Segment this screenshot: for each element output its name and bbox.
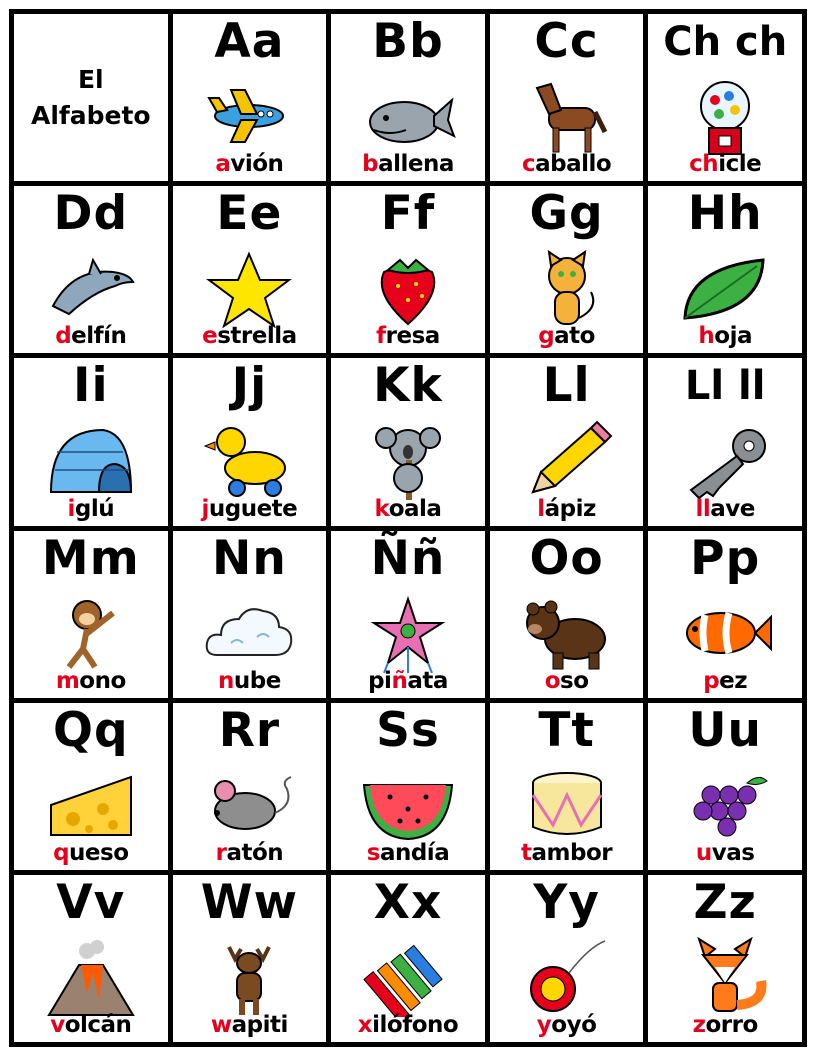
word-highlight: d — [55, 323, 72, 350]
example-word — [173, 838, 327, 868]
word-highlight: j — [201, 495, 209, 522]
word-rest: apiti — [231, 1012, 288, 1038]
word-highlight: v — [50, 1012, 65, 1038]
letter-heading: Pp — [690, 530, 761, 586]
word-highlight: o — [544, 667, 560, 694]
word-highlight: k — [374, 495, 389, 522]
letter-card — [173, 14, 327, 181]
pinata-icon — [360, 593, 456, 673]
word-highlight: g — [538, 323, 555, 350]
letter-card — [490, 875, 644, 1042]
letter-card — [14, 875, 168, 1042]
koala-icon — [360, 420, 456, 500]
example-word — [331, 666, 485, 696]
letter-card — [173, 875, 327, 1042]
letter-card — [14, 186, 168, 353]
letter-heading: Cc — [534, 14, 599, 69]
example-word — [490, 838, 644, 868]
word-highlight: t — [521, 839, 532, 866]
example-word — [648, 1010, 802, 1040]
letter-card — [648, 875, 802, 1042]
example-word — [331, 321, 485, 351]
letter-heading: Ch ch — [663, 19, 788, 65]
word-highlight: f — [376, 323, 386, 350]
letter-card — [331, 14, 485, 181]
word-rest: ueso — [69, 839, 129, 866]
letter-card — [648, 703, 802, 870]
word-rest: elfín — [71, 323, 127, 350]
yoyo-icon — [519, 937, 615, 1017]
letter-heading: Ww — [200, 874, 299, 930]
word-rest: oyó — [551, 1012, 597, 1038]
letter-card — [490, 531, 644, 698]
letter-heading: Rr — [218, 702, 281, 758]
letter-card — [490, 14, 644, 181]
word-rest: icle — [718, 151, 762, 178]
word-rest: ube — [233, 667, 281, 694]
letter-card — [331, 358, 485, 525]
pencil-icon — [519, 420, 615, 500]
word-highlight: s — [366, 839, 380, 866]
volcano-icon — [43, 937, 139, 1017]
letter-heading: Mm — [41, 530, 140, 586]
leaf-icon — [677, 248, 773, 328]
letter-card — [648, 14, 802, 181]
example-word — [648, 321, 802, 351]
igloo-icon — [43, 420, 139, 500]
example-word — [173, 321, 327, 351]
letter-heading: Yy — [533, 874, 600, 930]
example-word — [490, 321, 644, 351]
example-word — [490, 149, 644, 179]
word-highlight: i — [67, 495, 75, 522]
watermelon-icon — [360, 765, 456, 845]
airplane-icon — [201, 76, 297, 156]
word-rest: ato — [554, 323, 595, 350]
example-word — [14, 666, 168, 696]
word-rest: ápiz — [544, 495, 596, 522]
toy-duck-icon — [201, 420, 297, 500]
word-rest: atón — [226, 839, 284, 866]
letter-card — [490, 358, 644, 525]
word-rest: ilófono — [372, 1012, 459, 1038]
example-word — [331, 838, 485, 868]
example-word — [173, 1010, 327, 1040]
example-word — [331, 494, 485, 524]
word-rest: andía — [379, 839, 450, 866]
key-icon — [677, 420, 773, 500]
word-highlight: m — [55, 667, 80, 694]
letter-heading: Oo — [529, 530, 604, 586]
star-icon — [201, 248, 297, 328]
example-word — [173, 149, 327, 179]
letter-heading: Hh — [687, 186, 763, 242]
example-word — [331, 1010, 485, 1040]
cat-icon — [519, 248, 615, 328]
example-word — [490, 666, 644, 696]
letter-heading: Qq — [52, 702, 129, 758]
clownfish-icon — [677, 593, 773, 673]
letter-heading: Vv — [56, 874, 126, 930]
word-highlight: b — [362, 151, 379, 178]
word-rest: so — [560, 667, 589, 694]
example-word — [14, 321, 168, 351]
grapes-icon — [677, 765, 773, 845]
word-rest: uguete — [208, 495, 298, 522]
horse-icon — [519, 76, 615, 156]
example-word — [490, 494, 644, 524]
word-highlight: ll — [695, 495, 711, 522]
letter-heading: Bb — [372, 14, 444, 69]
letter-heading: Gg — [529, 186, 604, 242]
word-highlight: q — [53, 839, 70, 866]
letter-card — [173, 703, 327, 870]
letter-heading: Ll — [542, 358, 591, 414]
example-word — [648, 666, 802, 696]
example-word — [173, 494, 327, 524]
word-rest: ono — [79, 667, 126, 694]
letter-card — [490, 703, 644, 870]
drum-icon — [519, 765, 615, 845]
word-highlight: h — [698, 323, 715, 350]
mouse-icon — [201, 765, 297, 845]
example-word — [14, 1010, 168, 1040]
gumball-machine-icon — [677, 76, 773, 156]
word-highlight: l — [537, 495, 545, 522]
cheese-icon — [43, 765, 139, 845]
word-highlight: u — [695, 839, 712, 866]
letter-card — [490, 186, 644, 353]
letter-heading: Ll ll — [684, 363, 766, 410]
letter-heading: Zz — [693, 874, 757, 930]
letter-card — [14, 703, 168, 870]
word-rest: oala — [388, 495, 442, 522]
chart-title-cell — [14, 14, 168, 181]
example-word — [173, 666, 327, 696]
letter-heading: Ss — [376, 702, 440, 758]
letter-card — [173, 358, 327, 525]
word-highlight: r — [215, 839, 227, 866]
word-highlight: c — [521, 151, 536, 178]
xylophone-icon — [360, 937, 456, 1017]
word-rest: vas — [711, 839, 755, 866]
example-word — [648, 838, 802, 868]
letter-heading: Aa — [214, 14, 285, 69]
dolphin-icon — [43, 248, 139, 328]
example-word — [648, 149, 802, 179]
letter-heading: Uu — [688, 702, 762, 758]
word-rest: allena — [378, 151, 454, 178]
letter-card — [173, 186, 327, 353]
word-highlight: p — [703, 667, 720, 694]
word-highlight: ch — [689, 151, 719, 178]
monkey-icon — [43, 593, 139, 673]
word-rest: glú — [74, 495, 115, 522]
word-highlight: x — [357, 1012, 373, 1038]
letter-heading: Xx — [373, 874, 443, 930]
word-rest: ambor — [531, 839, 613, 866]
letter-card — [14, 531, 168, 698]
example-word — [490, 1010, 644, 1040]
word-rest: oja — [714, 323, 752, 350]
letter-card — [331, 186, 485, 353]
word-prefix: pi — [368, 667, 392, 694]
word-rest: orro — [705, 1012, 758, 1038]
word-highlight: w — [210, 1012, 232, 1038]
word-highlight: e — [202, 323, 218, 350]
example-word — [14, 494, 168, 524]
example-word — [331, 149, 485, 179]
letter-card — [14, 358, 168, 525]
word-highlight: ñ — [391, 667, 408, 694]
alphabet-chart — [9, 9, 807, 1047]
word-rest: resa — [385, 323, 440, 350]
letter-heading: Nn — [211, 530, 287, 586]
fox-icon — [677, 937, 773, 1017]
letter-card — [648, 358, 802, 525]
letter-heading: Kk — [373, 358, 443, 414]
letter-card — [648, 531, 802, 698]
example-word — [648, 494, 802, 524]
moose-icon — [201, 937, 297, 1017]
whale-icon — [360, 76, 456, 156]
word-rest: aballo — [535, 151, 612, 178]
word-highlight: z — [692, 1012, 706, 1038]
word-rest: strella — [217, 323, 297, 350]
word-rest: ave — [710, 495, 755, 522]
letter-heading: Ee — [216, 186, 283, 242]
cloud-icon — [201, 593, 297, 673]
letter-heading: Ii — [72, 358, 109, 414]
word-rest: ata — [407, 667, 448, 694]
word-highlight: a — [215, 151, 231, 178]
letter-heading: Jj — [231, 358, 268, 414]
letter-heading: Ff — [380, 186, 436, 242]
strawberry-icon — [360, 248, 456, 328]
bear-icon — [519, 593, 615, 673]
letter-card — [331, 531, 485, 698]
word-highlight: y — [536, 1012, 552, 1038]
letter-card — [331, 703, 485, 870]
word-rest: olcán — [64, 1012, 132, 1038]
chart-title: El Alfabeto — [30, 64, 151, 130]
word-rest: vión — [230, 151, 284, 178]
word-highlight: n — [217, 667, 234, 694]
letter-heading: Ññ — [370, 530, 446, 586]
letter-heading: Tt — [538, 702, 595, 758]
letter-card — [173, 531, 327, 698]
letter-card — [648, 186, 802, 353]
example-word — [14, 838, 168, 868]
letter-card — [331, 875, 485, 1042]
letter-heading: Dd — [53, 186, 129, 242]
word-rest: ez — [719, 667, 748, 694]
